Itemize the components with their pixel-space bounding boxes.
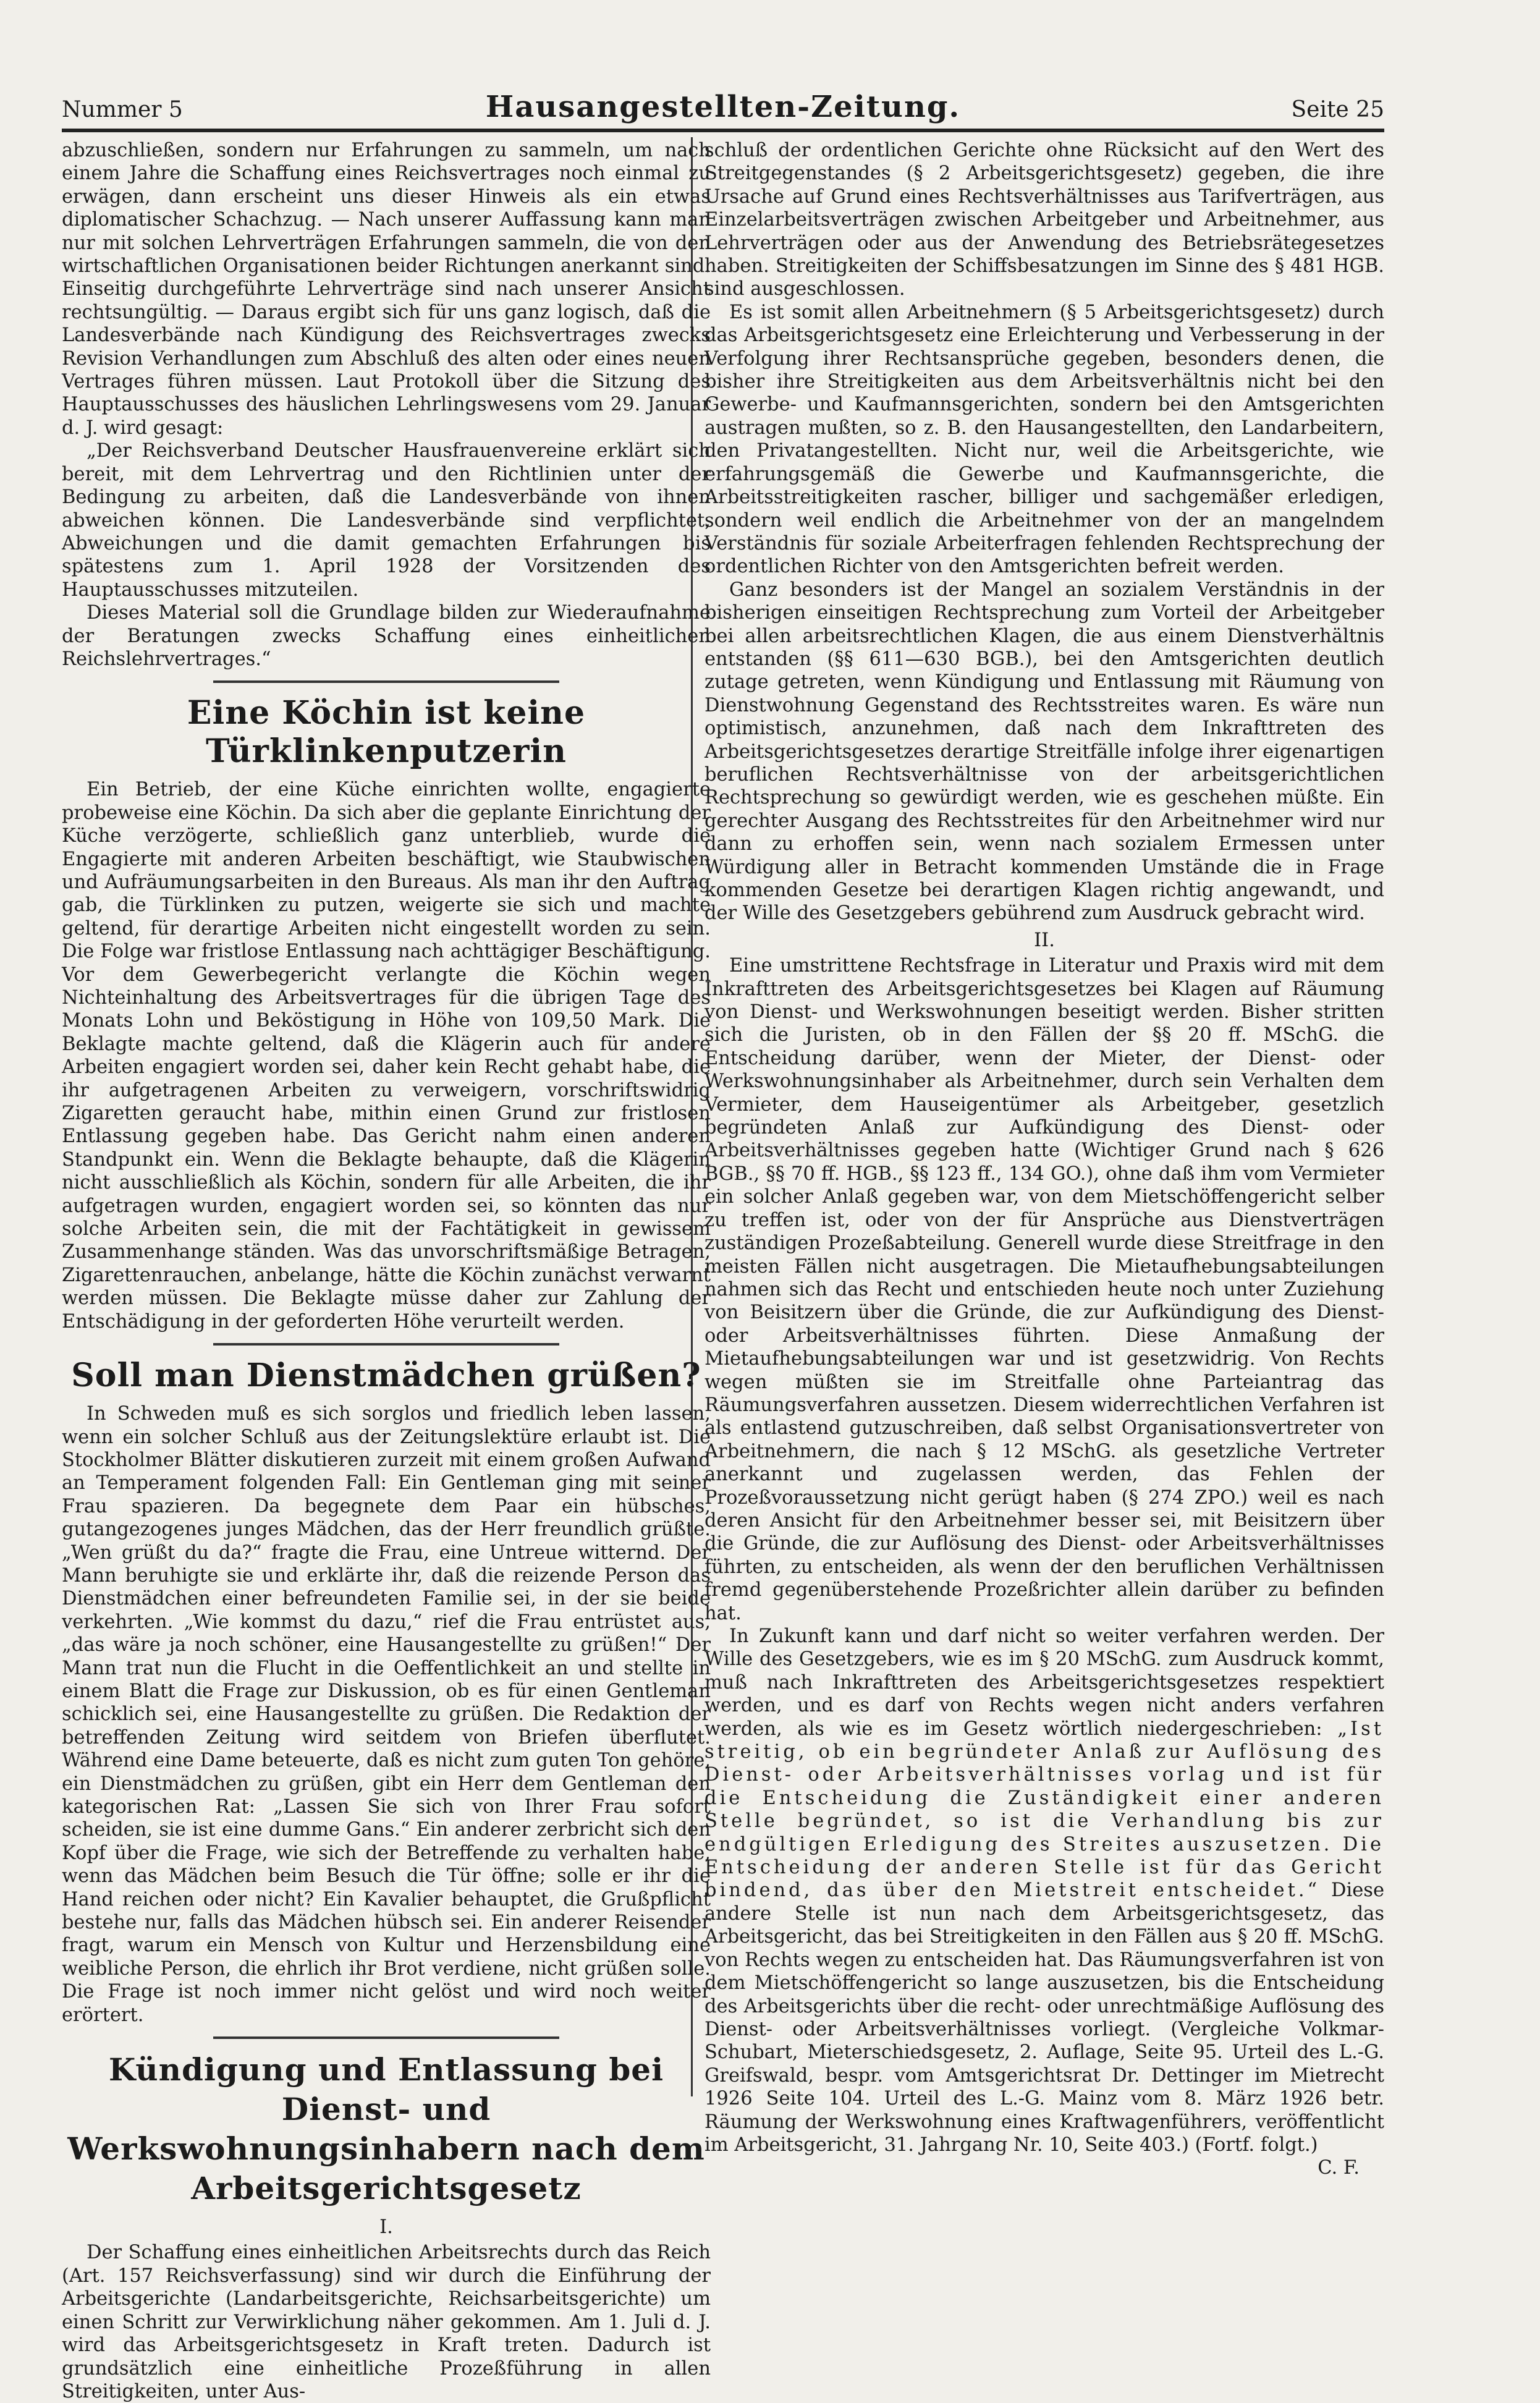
article-kuendigung-start: Der Schaffung eines einheitlichen Arbeitsrechts durch das Reich (Art. 157 Reichsverfassung) sind wir durch die Einführung der Arbeitsgerichte (Landarbeitsgerichte, Reichsarbeitsgerichte) um einen Schritt zur Verwirklichung näher gekommen. Am 1. Juli d. J. wird das Arbeitsgerichtsgesetz in Kraft treten. Dadurch ist grundsätzlich eine einheitliche Prozeßführung in allen Streitigkeiten, unter Aus- [62,2242,711,2402]
article-koechin: Ein Betrieb, der eine Küche einrichten wollte, engagierte probeweise eine Köchin. Da sich aber die geplante Einrichtung der Küche verzögerte, schließlich ganz unterblieb, wurde die Engagierte mit anderen Arbeiten beschäftigt, wie Staubwischen und Aufräumungsarbeiten in den Bureaus. Als man ihr den Auftrag gab, die Türklinken zu putzen, weigerte sie sich und machte geltend, für derartige Arbeiten nicht eingestellt worden zu sein. Die Folge war fristlose Entlassung nach achttägiger Beschäftigung. Vor dem Gewerbegericht verlangte die Köchin wegen Nichteinhaltung des Arbeitsvertrages für die übrigen Tage des Monats Lohn und Beköstigung in Höhe von 109,50 Mark. Die Beklagte machte geltend, daß die Klägerin auch für andere Arbeiten engagiert worden sei, daher kein Recht gehabt habe, die ihr aufgetragenen Arbeiten zu verweigern, vorschriftswidrig Zigaretten geraucht habe, mithin einen Grund zur fristlosen Entlassung gegeben habe. Das Gericht nahm einen anderen Standpunkt ein. Wenn die Beklagte behaupte, daß die Klägerin nicht ausschließlich als Köchin, sondern für alle Arbeiten, die ihr aufgetragen wurden, engagiert worden sei, so könnten das nur solche Arbeiten sein, die mit der Fachtätigkeit in gewissem Zusammenhange ständen. Was das unvorschriftsmäßige Betragen, Zigarettenrauchen, anbelange, hätte die Köchin zunächst verwarnt werden müssen. Die Beklagte müsse daher zur Zahlung der Entschädigung in der geforderten Höhe verurteilt werden. [62,779,711,1333]
right-column [704,139,1384,2180]
article-paragraph-2: Es ist somit allen Arbeitnehmern (§ 5 Arbeitsgerichtsgesetz) durch das Arbeitsgerichtsgesetz eine Erleichterung und Verbesserung in der Verfolgung ihrer Rechtsansprüche gegeben, besonders denen, die bisher ihre Streitigkeiten aus dem Arbeitsverhältnis nicht bei den Gewerbe- und Kaufmannsgerichten, sondern bei den Amtsgerichten austragen mußten, so z. B. den Hausangestellten, den Landarbeitern, den Privatangestellten. Nicht nur, weil die Arbeitsgerichte, wie erfahrungsgemäß die Gewerbe und Kaufmannsgerichte, die Arbeitsstreitigkeiten rascher, billiger und sachgemäßer erledigen, sondern weil endlich die Arbeitnehmer von der an mangelndem Verständnis für soziale Arbeiterfragen fehlenden Rechtsprechung der ordentlichen Richter von den Amtsgerichten befreit werden. [704,301,1384,578]
headline-koechin: Eine Köchin ist keine Türklinkenputzerin [187,694,586,771]
newspaper-title: Hausangestellten-Zeitung. [485,90,961,124]
section-numeral: I. [379,2216,393,2239]
article-paragraph-1: schluß der ordentlichen Gerichte ohne Rücksicht auf den Wert des Streitgegenstandes (§ 2 Arbeitsgerichtsgesetz) gegeben, die ihre Ursache auf Grund eines Rechtsverhältnisses aus Tarifverträgen, aus Einzelarbeitsverträgen zwischen Arbeitgeber und Arbeitnehmer, aus Lehrverträgen oder aus der Anwendung des Betriebsrätegesetzes haben. Streitigkeiten der Schiffsbesatzungen im Sinne des § 481 HGB. sind ausgeschlossen. [704,140,1384,300]
section-rule [213,680,559,683]
page-header [62,90,1384,127]
section-rule [213,1343,559,1346]
intro-paragraph-3: Dieses Material soll die Grundlage bilden zur Wiederaufnahme der Beratungen zwecks Schaffung eines einheitlichen Reichslehrvertrages.“ [62,602,711,670]
issue-number: Nummer 5 [62,97,183,122]
author-signature: C. F. [1318,2157,1360,2179]
left-column [62,139,711,2403]
law-quote: „Ist streitig, ob ein begründeter Anlaß zur Auflösung des Dienst- oder Arbeitsverhältnisses vorlag und ist für die Entscheidung die Zuständigkeit einer anderen Stelle begründet, so ist die Verhandlung bis zur endgültigen Erledigung des Streites auszusetzen. Die Entscheidung der anderen Stelle ist für das Gericht bindend, das über den Mietstreit entscheidet.“ [704,1718,1384,1902]
headline-gruessen: Soll man Dienstmädchen grüßen? [71,1357,701,1395]
intro-paragraph-2: „Der Reichsverband Deutscher Hausfrauenvereine erklärt sich bereit, mit dem Lehrvertrag und den Richtlinien unter der Bedingung zu arbeiten, daß die Landesverbände von ihnen abweichen können. Die Landesverbände sind verpflichtet, Abweichungen und die damit gemachten Erfahrungen bis spätestens zum 1. April 1928 der Vorsitzenden des Hauptausschusses mitzuteilen. [62,440,711,601]
article-paragraph-4: Eine umstrittene Rechtsfrage in Literatur und Praxis wird mit dem Inkrafttreten des Arbeitsgerichtsgesetzes bei Klagen auf Räumung von Dienst- und Werkswohnungen beseitigt werden. Bisher stritten sich die Juristen, ob in den Fällen der §§ 20 ff. MSchG. die Entscheidung darüber, wenn der Mieter, der Dienst- oder Werkswohnungsinhaber als Arbeitnehmer, durch sein Verhalten dem Vermieter, dem Hauseigentümer als Arbeitgeber, gesetzlich begründeten Anlaß zur Aufkündigung des Dienst- oder Arbeitsverhältnisses gegeben hatte (Wichtiger Grund nach § 626 BGB., §§ 70 ff. HGB., §§ 123 ff., 134 GO.), ohne daß ihm vom Vermieter ein solcher Anlaß gegeben war, von dem Mietschöffengericht selber zu treffen ist, oder von der für Ansprüche aus Dienstverträgen zuständigen Prozeßabteilung. Generell wurde diese Streitfrage in den meisten Fällen nicht ausgetragen. Die Mietaufhebungsabteilungen nahmen sich das Recht und entschieden heute noch unter Zuziehung von Beisitzern über die Gründe, die zur Aufkündigung des Dienst- oder Arbeitsverhältnisses führten. Diese Anmaßung der Mietaufhebungsabteilungen war und ist gesetzwidrig. Von Rechts wegen müßten sie im Streitfalle ohne Parteiantrag das Räumungsverfahren aussetzen. Diesem widerrechtlichen Verfahren ist als entlastend gutzuschreiben, daß selbst Organisationsvertreter von Arbeitnehmern, die nach § 12 MSchG. als gesetzliche Vertreter anerkannt und zugelassen werden, das Fehlen der Prozeßvoraussetzung nicht gerügt haben (§ 274 ZPO.) weil es nach deren Ansicht für den Arbeitnehmer besser sei, mit Beisitzern über die Gründe, die zur Auflösung des Dienst- oder Arbeitsverhältnisses führten, zu entscheiden, als wenn der den beruflichen Verhältnissen fremd gegenüberstehende Prozeßrichter allein darüber zu befinden hat. [704,955,1384,1624]
section-rule [213,2036,559,2039]
article-paragraph-3: Ganz besonders ist der Mangel an sozialem Verständnis in der bisherigen einseitigen Rechtsprechung zum Vorteil der Arbeitgeber bei allen arbeitsrechtlichen Klagen, die aus einem Dienstverhältnis entstanden (§§ 611—630 BGB.), bei den Amtsgerichten deutlich zutage getreten, wenn Kündigung und Entlassung mit Räumung von Dienstwohnung Gegenstand des Rechtsstreites waren. Es wäre nun optimistisch, anzunehmen, daß nach dem Inkrafttreten des Arbeitsgerichtsgesetzes derartige Streitfälle infolge ihrer eigenartigen beruflichen Rechtsverhältnisse von der arbeitsgerichtlichen Rechtsprechung so gewürdigt werden, wie es geschehen müßte. Ein gerechter Ausgang des Rechtsstreites für den Arbeitnehmer wird nur dann zu erhoffen sein, wenn nach sozialem Ermessen unter Würdigung aller in Betracht kommenden Umstände die in Frage kommenden Gesetze bei derartigen Klagen richtig angewandt, und der Wille des Gesetzgebers gebührend zum Ausdruck gebracht wird. [704,578,1384,925]
paragraph-5-lead: In Zukunft kann und darf nicht so weiter verfahren werden. Der Wille des Gesetzgebers, wie es im § 20 MSchG. zum Ausdruck kommt, muß nach Inkrafttreten des Arbeitsgerichtsgesetzes respektiert werden, und es darf von Rechts wegen nicht anders verfahren werden, als wie es im Gesetz wörtlich niedergeschrieben: [704,1625,1384,1740]
header-rule [62,129,1384,132]
article-paragraph-5 [704,1625,1384,2156]
article-gruessen: In Schweden muß es sich sorglos und friedlich leben lassen, wenn ein solcher Schluß aus der Zeitungslektüre erlaubt ist. Die Stockholmer Blätter diskutieren zurzeit mit einem großen Aufwand an Temperament folgenden Fall: Ein Gentleman ging mit seiner Frau spazieren. Da begegnete dem Paar ein hübsches, gutangezogenes junges Mädchen, das der Herr freundlich grüßte. „Wen grüßt du da?“ fragte die Frau, eine Untreue witternd. Der Mann beruhigte sie und erklärte ihr, daß die reizende Person das Dienstmädchen einer befreundeten Familie sei, in der sie beide verkehrten. „Wie kommst du dazu,“ rief die Frau entrüstet aus, „das wäre ja noch schöner, eine Hausangestellte zu grüßen!“ Der Mann trat nun die Flucht in die Oeffentlichkeit an und stellte in einem Blatt die Frage zur Diskussion, ob es für einen Gentleman schicklich sei, eine Hausangestellte zu grüßen. Die Redaktion der betreffenden Zeitung wird seitdem von Briefen überflutet. Während eine Dame beteuerte, daß es nicht zum guten Ton gehöre, ein Dienstmädchen zu grüßen, gibt ein Herr dem Gentleman den kategorischen Rat: „Lassen Sie sich von Ihrer Frau sofort scheiden, sie ist eine dumme Gans.“ Ein anderer zerbricht sich den Kopf über die Frage, wie sich der Betreffende zu verhalten habe, wenn das Mädchen beim Besuch die Tür öffne; solle er ihr die Hand reichen oder nicht? Ein Kavalier behauptet, die Grußpflicht bestehe nur, falls das Mädchen hübsch sei. Ein anderer Reisender fragt, warum ein Mensch von Kultur und Herzensbildung eine weibliche Person, die ehrlich ihr Brot verdiene, nicht grüßen solle. Die Frage ist noch immer nicht gelöst und wird noch weiter erörtert. [62,1403,711,2026]
headline-kuendigung: Kündigung und Entlassung bei Dienst- und Werkswohnungsinhabern nach dem Arbeitsgerichtsgesetz [67,2051,705,2207]
paragraph-5-tail: Diese andere Stelle ist nun nach dem Arbeitsgerichtsgesetz, das Arbeitsgericht, das bei Streitigkeiten in den Fällen aus § 20 ff. MSchG. von Rechts wegen zu entscheiden hat. Das Räumungsverfahren ist von dem Mietschöffengericht so lange auszusetzen, bis die Entscheidung des Arbeitsgerichts über die recht- oder unrechtmäßige Auflösung des Dienst- oder Arbeitsverhältnisses vorliegt. (Vergleiche Volkmar-Schubart, Mieterschiedsgesetz, 2. Auflage, Seite 95. Urteil des L.-G. Greifswald, bespr. vom Amtsgerichtsrat Dr. Dettinger im Mietrecht 1926 Seite 104. Urteil des L.-G. Mainz vom 8. März 1926 betr. Räumung der Werkswohnung eines Kraftwagenführers, veröffentlicht im Arbeitsgericht, 31. Jahrgang Nr. 10, Seite 403.) (Fortf. folgt.) [704,1880,1384,2156]
section-numeral: II. [1034,929,1055,951]
page-number: Seite 25 [1291,97,1384,122]
intro-paragraph-1: abzuschließen, sondern nur Erfahrungen zu sammeln, um nach einem Jahre die Schaffung eines Reichsvertrages noch einmal zu erwägen, dann erscheint uns dieser Hinweis als ein etwas diplomatischer Schachzug. — Nach unserer Auffassung kann man nur mit solchen Lehrverträgen Erfahrungen sammeln, die von den wirtschaftlichen Organisationen beider Richtungen anerkannt sind. Einseitig durchgeführte Lehrverträge sind nach unserer Ansicht rechtsungültig. — Daraus ergibt sich für uns ganz logisch, daß die Landesverbände nach Kündigung des Reichsvertrages zwecks Revision Verhandlungen zum Abschluß des alten oder eines neuen Vertrages führen müssen. Laut Protokoll über die Sitzung des Hauptausschusses des häuslichen Lehrlingswesens vom 29. Januar d. J. wird gesagt: [62,140,711,439]
